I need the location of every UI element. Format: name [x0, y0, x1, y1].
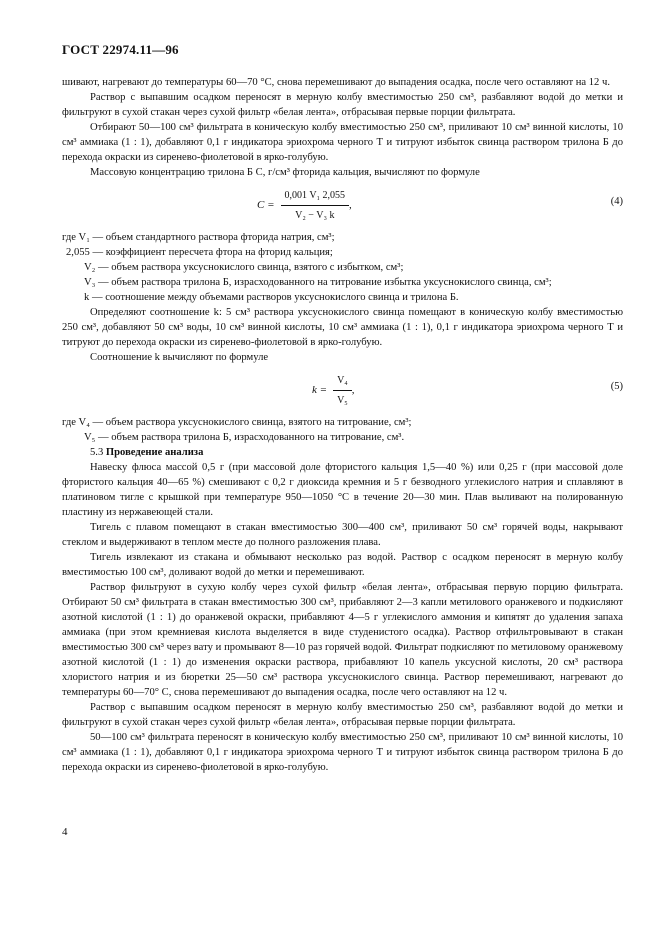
formula-4-denominator: V₂ − V₃ k: [295, 210, 335, 221]
formula-4-lhs: C =: [257, 199, 275, 211]
paragraph-2: Раствор с выпавшим осадком переносят в мерную колбу вместимостью 250 см³, разбавляют водой до метки и фильтруют в сухой стакан через сухой фильтр «белая лента», отбрасывая первые порции фильтрата.: [62, 92, 623, 118]
formula-5-number: (5): [610, 381, 623, 392]
paragraph-9: Тигель извлекают из стакана и обмывают несколько раз водой. Раствор с осадком переносят в мерную колбу вместимостью 100 см³, доливают водой до метки и перемешивают.: [62, 552, 623, 578]
definition-v2: V₂ — объем раствора уксуснокислого свинца, взятого с избытком, см³;: [84, 262, 404, 273]
paragraph-11: Раствор с выпавшим осадком переносят в мерную колбу вместимостью 250 см³, разбавляют водой до метки и фильтруют в сухой стакан через сухой фильтр «белая лента», отбрасывая первые порции фильтрата.: [62, 702, 623, 728]
definition-v5: V₅ — объем раствора трилона Б, израсходованного на титрование, см³.: [84, 432, 405, 443]
paragraph-4: Массовую концентрацию трилона Б С, г/см³ фторида кальция, вычисляют по формуле: [90, 167, 480, 178]
paragraph-8: Тигель с плавом помещают в стакан вместимостью 300—400 см³, приливают 50 см³ горячей воды, накрывают стеклом и выдерживают в теплом месте до полного разложения плава.: [62, 522, 623, 548]
formula-4: [62, 184, 623, 226]
page-number: 4: [62, 826, 68, 838]
paragraph-1: шивают, нагревают до температуры 60—70 °С, снова перемешивают до выпадения осадка, после чего оставляют на 12 ч.: [62, 77, 610, 88]
formula-4-numerator: 0,001 V₁ 2,055: [281, 188, 350, 206]
definitions-1: [62, 230, 623, 305]
formula-5-tail: ,: [351, 384, 355, 396]
paragraph-12: 50—100 см³ фильтрата переносят в коническую колбу вместимостью 250 см³, приливают 10 см³ винной кислоты, 10 см³ аммиака (1 : 1), добавляют 0,1 г индикатора эриохрома черного Т и титруют избыток свинца раствором трилона Б до перехода окраски из сиренево-фиолетовой в ярко-голубую.: [62, 732, 623, 773]
section-number: 5.3: [90, 447, 104, 458]
paragraph-10: Раствор фильтруют в сухую колбу через сухой фильтр «белая лента», отбрасывая первую порцию фильтрата. Отбирают 50 см³ фильтрата в стакан вместимостью 300 см³, прибавляют 2—3 капли метилового оранжевого и подкисляют азотной кислотой (1 : 1) до оранжевой окраски, прибавляют 4—5 г углекислого аммония и кипятят до удаления запаха аммиака (при этом кремниевая кислота выделяется в виде студенистого осадка). Раствор отфильтровывают в стакан вместимостью 300 см³ через вату и промывают 8—10 раз горячей водой. Фильтрат подкисляют по метиловому оранжевому азотной кислотой (1 : 1) до изменения окраски раствора, прибавляют 10 капель уксусной кислоты, 20 см³ раствора хлористого натрия и из бюретки 25—50 см³ раствора уксуснокислого свинца. Раствор перемешивают, нагревают до температуры 60—70° С, снова перемешивают до выпадения осадка, после чего оставляют на 12 ч.: [62, 582, 623, 698]
definition-k: k — соотношение между объемами растворов уксуснокислого свинца и трилона Б.: [84, 292, 459, 303]
document-body: [62, 75, 623, 775]
document-header: ГОСТ 22974.11—96: [62, 42, 179, 57]
paragraph-7: Навеску флюса массой 0,5 г (при массовой доле фтористого кальция 1,5—40 %) или 0,25 г (при массовой доле фтористого кальция 40—65 %) смешивают с 0,2 г диоксида кремния и 5 г безводного углекислого натрия и сплавляют в платиновом тигле с крышкой при температуре 950—1050 °С в течение 20—30 мин. Плав выливают на полированную пластину из нержавеющей стали.: [62, 462, 623, 518]
formula-4-tail: ,: [349, 199, 352, 211]
paragraph-6: Соотношение k вычисляют по формуле: [90, 352, 269, 363]
section-title: Проведение анализа: [105, 447, 204, 458]
paragraph-5: Определяют соотношение k: 5 см³ раствора уксуснокислого свинца помещают в коническую колбу вместимостью 250 см³, добавляют 50 см³ воды, 10 см³ винной кислоты, 10 см³ аммиака (1 : 1), 0,1 г индикатора эриохрома черного Т и титруют до перехода окраски из сиренево-фиолетовой в ярко-голубую.: [62, 307, 623, 348]
definition-coefficient: 2,055 — коэффициент пересчета фтора на фторид кальция;: [66, 247, 333, 258]
formula-5-numerator: V₄: [333, 373, 352, 391]
formula-4-number: (4): [610, 196, 623, 207]
formula-5: [62, 369, 623, 411]
definition-v3: V₃ — объем раствора трилона Б, израсходованного на титрование избытка уксуснокислого свинца, см³;: [84, 277, 552, 288]
formula-4-expression: [257, 188, 352, 223]
definition-v4: где V₄ — объем раствора уксуснокислого свинца, взятого на титрование, см³;: [62, 417, 412, 428]
formula-5-denominator: V₅: [337, 395, 348, 406]
formula-5-expression: [312, 373, 355, 408]
definitions-2: [62, 415, 623, 445]
formula-5-lhs: k =: [312, 384, 328, 396]
paragraph-3: Отбирают 50—100 см³ фильтрата в коническую колбу вместимостью 250 см³, приливают 10 см³ винной кислоты, 10 см³ аммиака (1 : 1), добавляют 0,1 г индикатора эриохрома черного Т и титруют избыток свинца раствором трилона Б до перехода окраски из сиренево-фиолетовой в ярко-голубую.: [62, 122, 623, 163]
formula-4-fraction: [281, 188, 350, 223]
section-heading: [62, 445, 623, 460]
definition-v1: где V₁ — объем стандартного раствора фторида натрия, см³;: [62, 232, 335, 243]
formula-5-fraction: [333, 373, 352, 408]
